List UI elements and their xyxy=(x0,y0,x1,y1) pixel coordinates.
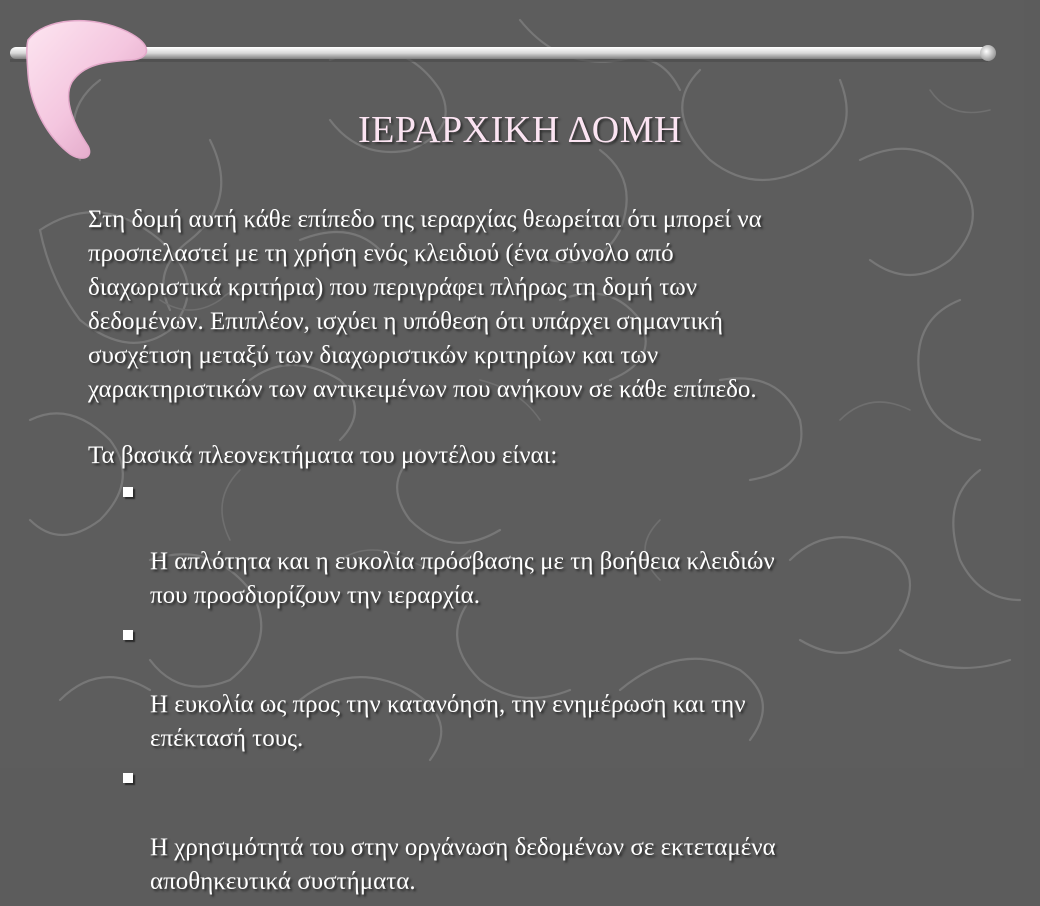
list-item-text: Η ευκολία ως προς την κατανόηση, την ενημέρωση και την επέκτασή τους. xyxy=(150,691,746,752)
header-rail xyxy=(10,47,988,59)
rail-end-cap xyxy=(980,45,996,61)
body-paragraph: Στη δομή αυτή κάθε επίπεδο της ιεραρχίας θεωρείται ότι μπορεί να προσπελαστεί με τη χρήση ενός κλειδιού (ένα σύνολο από διαχωριστικά κριτήρια) που περιγράφει πλήρως τη δομή των δεδομένων. Επιπλέον, ισχύει η υπόθεση ότι υπάρχει σημαντική συσχέτιση μεταξύ των διαχωριστικών κριτηρίων και των χαρακτηριστικών των αντικειμένων που ανήκουν σε κάθε επίπεδο. xyxy=(88,206,762,403)
list-item xyxy=(88,620,958,756)
advantages-lead: Τα βασικά πλεονεκτήματα του μοντέλου είναι: xyxy=(88,442,558,469)
list-item xyxy=(88,477,958,613)
list-item xyxy=(88,763,958,899)
list-item-text: Η απλότητα και η ευκολία πρόσβασης με τη βοήθεια κλειδιών που προσδιορίζουν την ιεραρχία. xyxy=(150,548,775,609)
slide-title: ΙΕΡΑΡΧΙΚΗ ΔΟΜΗ xyxy=(358,109,682,151)
slide-body xyxy=(88,203,958,906)
square-bullet-icon xyxy=(123,773,133,783)
advantages-list xyxy=(88,477,958,899)
square-bullet-icon xyxy=(123,487,133,497)
list-item-text: Η χρησιμότητά του στην οργάνωση δεδομένων σε εκτεταμένα αποθηκευτικά συστήματα. xyxy=(150,834,776,895)
square-bullet-icon xyxy=(123,630,133,640)
